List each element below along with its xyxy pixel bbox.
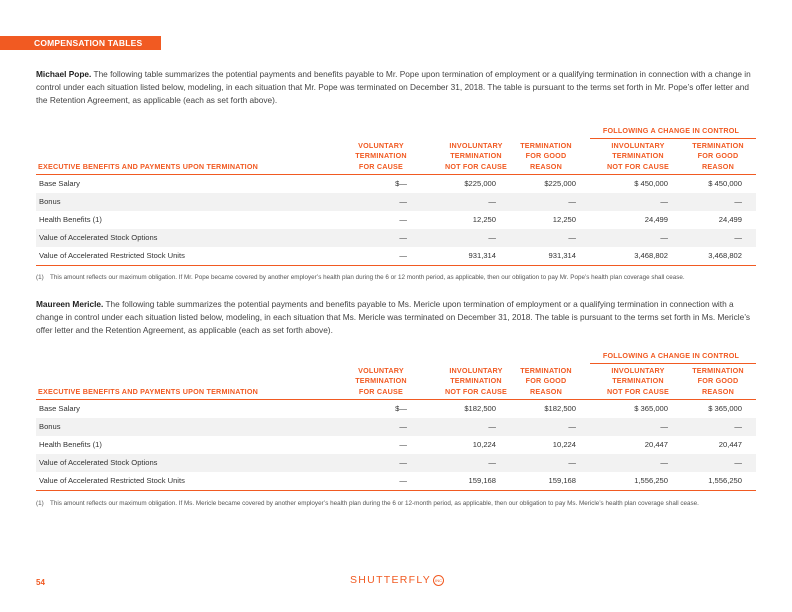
footnote (36, 500, 756, 509)
intro-paragraph (36, 68, 756, 107)
row-label: Health Benefits (1) (39, 215, 102, 224)
table-header-row (36, 142, 756, 175)
cell: — (734, 422, 742, 431)
cell: — (488, 197, 496, 206)
cell: 20,447 (644, 440, 668, 449)
intro-text: The following table summarizes the potential payments and benefits payable to Ms. Mericle upon termination of employment or a qualifying termination in connection with a change in control under each situation listed below, modeling, in each situation that Ms. Mericle was terminated on December 31, 2018. The table is pursuant to the terms set forth in Ms. Mericle’s offer letter and the Retention Agreement, as applicable (each as set forth above). (36, 299, 751, 335)
footnote-text: This amount reflects our maximum obligation. If Mr. Pope became covered by another employer’s health plan during the 6 or 12 month period, as applicable, then our obligation to pay Mr. Pope’s health plan coverage shall cease. (50, 274, 685, 281)
section-banner: COMPENSATION TABLES (0, 36, 161, 50)
cell: $225,000 (464, 179, 496, 188)
cell: $ 365,000 (708, 404, 742, 413)
cell: — (399, 476, 407, 485)
cell: 159,168 (468, 476, 496, 485)
intro-paragraph (36, 298, 756, 337)
header-cic-good-reason: TERMINATION FOR GOOD REASON (692, 365, 744, 396)
cell: — (488, 458, 496, 467)
change-in-control-heading: FOLLOWING A CHANGE IN CONTROL (602, 126, 740, 135)
table-row (36, 229, 756, 247)
brand-name: SHUTTERFLY (350, 574, 432, 586)
cell: 24,499 (644, 215, 668, 224)
footnote-number: (1) (36, 274, 44, 281)
cell: — (399, 233, 407, 242)
header-first-col: EXECUTIVE BENEFITS AND PAYMENTS UPON TERMINATION (38, 386, 259, 396)
cell: — (734, 233, 742, 242)
brand-mark-icon: INC (433, 575, 444, 586)
row-label: Base Salary (39, 179, 80, 188)
row-label: Bonus (39, 422, 61, 431)
cell: $182,500 (464, 404, 496, 413)
table-row (36, 472, 756, 491)
group-underline (590, 138, 756, 139)
cell: 1,556,250 (634, 476, 668, 485)
group-underline (590, 363, 756, 364)
cell: $ 450,000 (708, 179, 742, 188)
cell: 24,499 (718, 215, 742, 224)
table-row (36, 247, 756, 266)
table-row (36, 454, 756, 472)
executive-name: Michael Pope (36, 69, 90, 79)
cell: $182,500 (544, 404, 576, 413)
cell: $— (395, 404, 407, 413)
header-cic-involuntary: INVOLUNTARY TERMINATION NOT FOR CAUSE (606, 140, 670, 171)
cell: — (399, 458, 407, 467)
table-row (36, 211, 756, 229)
cell: 3,468,802 (708, 251, 742, 260)
brand-logo (350, 574, 444, 586)
footnote-text: This amount reflects our maximum obligation. If Ms. Mericle became covered by another employer’s health plan during the 6 or 12-month period, as applicable, then our obligation to pay Ms. Mericle’s health plan coverage shall cease. (50, 500, 699, 507)
change-in-control-heading: FOLLOWING A CHANGE IN CONTROL (602, 351, 740, 360)
row-label: Bonus (39, 197, 61, 206)
cell: — (734, 197, 742, 206)
cell: — (399, 440, 407, 449)
name-suffix: . (89, 69, 92, 79)
table-row (36, 175, 756, 193)
cell: — (660, 422, 668, 431)
compensation-table (36, 367, 756, 491)
cell: $— (395, 179, 407, 188)
header-involuntary-not-for-cause: INVOLUNTARY TERMINATION NOT FOR CAUSE (444, 140, 508, 171)
table-row (36, 400, 756, 418)
header-good-reason: TERMINATION FOR GOOD REASON (520, 140, 572, 171)
cell: — (488, 422, 496, 431)
cell: — (488, 233, 496, 242)
row-label: Value of Accelerated Restricted Stock Units (39, 476, 185, 485)
executive-name: Maureen Mericle. (36, 299, 104, 309)
cell: — (568, 197, 576, 206)
cell: — (399, 422, 407, 431)
table-row (36, 436, 756, 454)
cell: — (399, 251, 407, 260)
cell: 10,224 (552, 440, 576, 449)
cell: 931,314 (548, 251, 576, 260)
cell: 20,447 (718, 440, 742, 449)
cell: 159,168 (548, 476, 576, 485)
row-label: Health Benefits (1) (39, 440, 102, 449)
footnote-number: (1) (36, 500, 44, 507)
cell: $ 365,000 (634, 404, 668, 413)
row-label: Value of Accelerated Stock Options (39, 458, 158, 467)
cell: 1,556,250 (708, 476, 742, 485)
header-cic-involuntary: INVOLUNTARY TERMINATION NOT FOR CAUSE (606, 365, 670, 396)
page-number: 54 (36, 578, 45, 587)
header-voluntary-for-cause: VOLUNTARY TERMINATION FOR CAUSE (355, 140, 407, 171)
header-cic-good-reason: TERMINATION FOR GOOD REASON (692, 140, 744, 171)
header-first-col: EXECUTIVE BENEFITS AND PAYMENTS UPON TERMINATION (38, 161, 259, 171)
table-row (36, 193, 756, 211)
cell: $ 450,000 (634, 179, 668, 188)
footnote (36, 274, 756, 283)
table-row (36, 418, 756, 436)
cell: — (399, 215, 407, 224)
intro-text: The following table summarizes the potential payments and benefits payable to Mr. Pope upon termination of employment or a qualifying termination in connection with a change in control under each situation listed below, modeling, in each situation that Mr. Pope was terminated on December 31, 2018. The table is pursuant to the terms set forth in Mr. Pope’s offer letter and the Retention Agreement, as applicable (each as set forth above). (36, 69, 751, 105)
header-voluntary-for-cause: VOLUNTARY TERMINATION FOR CAUSE (355, 365, 407, 396)
cell: 12,250 (472, 215, 496, 224)
cell: — (568, 233, 576, 242)
cell: 12,250 (552, 215, 576, 224)
cell: 931,314 (468, 251, 496, 260)
row-label: Value of Accelerated Restricted Stock Units (39, 251, 185, 260)
table-header-row (36, 367, 756, 400)
cell: 10,224 (472, 440, 496, 449)
cell: $225,000 (544, 179, 576, 188)
cell: 3,468,802 (634, 251, 668, 260)
cell: — (399, 197, 407, 206)
row-label: Value of Accelerated Stock Options (39, 233, 158, 242)
cell: — (660, 197, 668, 206)
cell: — (660, 233, 668, 242)
cell: — (660, 458, 668, 467)
header-involuntary-not-for-cause: INVOLUNTARY TERMINATION NOT FOR CAUSE (444, 365, 508, 396)
header-good-reason: TERMINATION FOR GOOD REASON (520, 365, 572, 396)
compensation-table (36, 142, 756, 266)
row-label: Base Salary (39, 404, 80, 413)
cell: — (734, 458, 742, 467)
cell: — (568, 458, 576, 467)
cell: — (568, 422, 576, 431)
